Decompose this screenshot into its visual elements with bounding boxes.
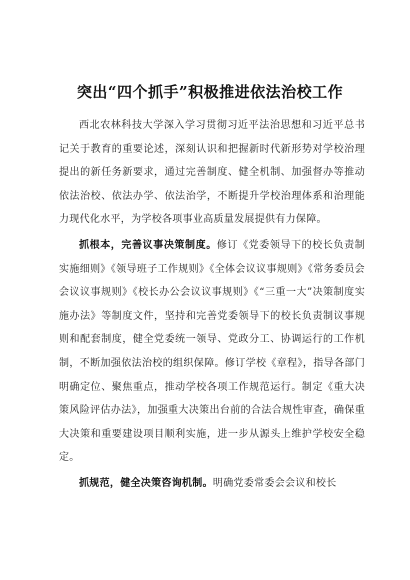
paragraph-standards <box>59 472 365 496</box>
paragraph-text: 明确党委常委会会议和校长 <box>212 477 337 489</box>
document-title: 突出“四个抓手”积极推进依法治校工作 <box>76 83 344 101</box>
paragraph-fundamentals <box>59 234 365 470</box>
paragraph-intro <box>59 114 365 232</box>
paragraph-text: 西北农林科技大学深入学习贯彻习近平法治思想和习近平总书记关于教育的重要论述，深刻认识和把握新时代新形势对学校治理提出的新任务新要求，通过完善制度、健全机制、加强督办等推动依法治校、依法办学、依法治学，不断提升学校治理体系和治理能力现代化水平，为学校各项事业高质量发展提供有力保障。 <box>59 120 365 226</box>
paragraph-lead: 抓规范，健全决策咨询机制。 <box>79 477 213 489</box>
paragraph-text: 修订《党委领导下的校长负责制实施细则》《领导班子工作规则》《全体会议议事规则》《常务委员会会议议事规则》《校长办公会议议事规则》《“三重一大”决策制度实施办法》等制度文件，坚持和完善党委领导下的校长负责制议事规则和配套制度，健全党委统一领导、党政分工、协调运行的工作机制，不断加强依法治校的组织保障。修订学校《章程》，指导各部门明确定位、聚焦重点，推动学校各项工作规范运行。制定《重大决策风险评估办法》，加强重大决策出台前的合法合规性审查，确保重大决策和重要建设项目顺利实施，进一步从源头上维护学校安全稳定。 <box>59 239 366 464</box>
paragraph-lead: 抓根本，完善议事决策制度。 <box>79 239 217 251</box>
